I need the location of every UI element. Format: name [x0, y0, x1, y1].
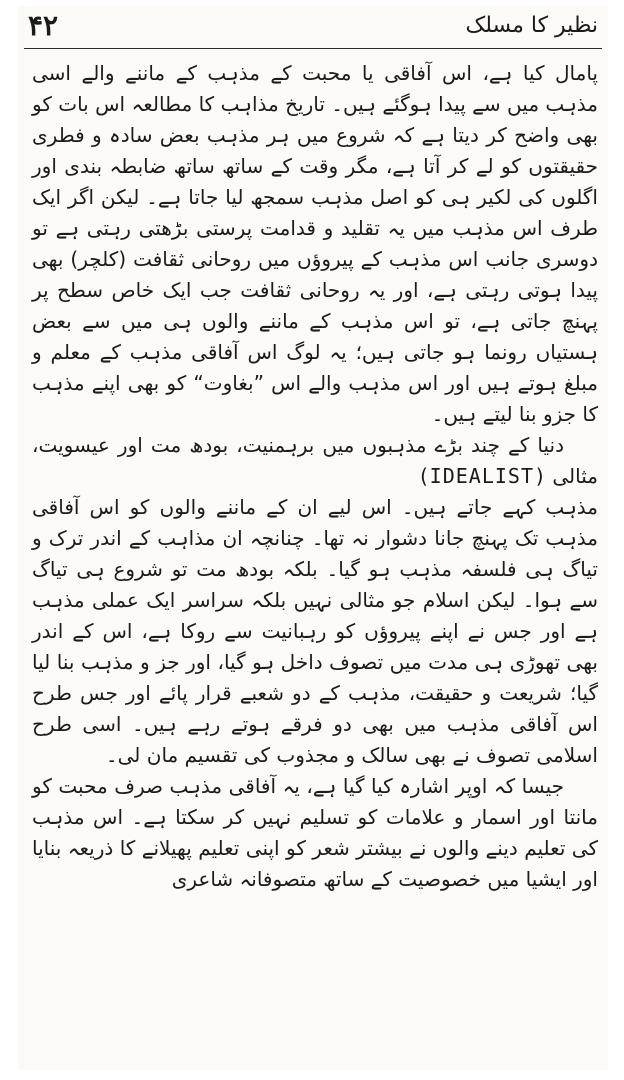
english-term: (IDEALIST) — [417, 464, 547, 488]
book-page — [18, 6, 608, 1070]
paragraph-1: پامال کیا ہے، اس آفاقی یا محبت کے مذہب کے ماننے والے اسی مذہب میں سے پیدا ہوگئے ہیں۔ تاریخ مذاہب کا مطالعہ اس بات کو بھی واضح کر دیتا ہے کہ شروع میں ہر مذہب بعض سادہ و فطری حقیقتوں کو لے کر آتا ہے، مگر وقت کے ساتھ ساتھ ضابطہ بندی اور اگلوں کی لکیر ہی کو اصل مذہب سمجھ لیا جاتا ہے۔ لیکن اگر ایک طرف اس مذہب میں یہ تقلید و قدامت پرستی بڑھتی رہتی ہے تو دوسری جانب اس مذہب کے پیروؤں میں روحانی ثقافت (کلچر) بھی پیدا ہوتی رہتی ہے، اور یہ روحانی ثقافت جب ایک خاص سطح پر پہنچ جاتی ہے، تو اس مذہب کے ماننے والوں ہی میں سے بعض ہستیاں رونما ہو جاتی ہیں؛ یہ لوگ اس آفاقی مذہب کے معلم و مبلغ ہوتے ہیں اور اس مذہب والے اس ”بغاوت“ کو بھی اپنے مذہب کا جزو بنا لیتے ہیں۔ — [32, 61, 598, 426]
paragraph-2 — [32, 430, 598, 492]
running-head — [18, 6, 608, 46]
header-rule — [24, 48, 602, 49]
paragraph-2-text: دنیا کے چند بڑے مذہبوں میں برہمنیت، بودھ مت اور عیسویت، مثالی — [32, 433, 598, 488]
paragraph-4: جیسا کہ اوپر اشارہ کیا گیا ہے، یہ آفاقی مذہب صرف محبت کو مانتا اور اسمار و علامات کو تسلیم نہیں کر سکتا ہے۔ اس مذہب کی تعلیم دینے والوں نے بیشتر شعر کو اپنی تعلیم پھیلانے کا ذریعہ بنایا اور ایشیا میں خصوصیت کے ساتھ متصوفانہ شاعری — [32, 774, 598, 891]
page-number: ۴۲ — [28, 9, 59, 42]
paragraph-3: مذہب کہے جاتے ہیں۔ اس لیے ان کے ماننے والوں کو اس آفاقی مذہب تک پہنچ جانا دشوار نہ تھا۔ چنانچہ ان مذاہب کے اندر ترک و تیاگ ہی فلسفہ مذہب ہو گیا۔ بلکہ بودھ مت تو شروع ہی تیاگ سے ہوا۔ لیکن اسلام جو مثالی نہیں بلکہ سراسر ایک عملی مذہب ہے اور جس نے اپنے پیروؤں کو رہبانیت سے روکا ہے، اس کے اندر بھی تھوڑی ہی مدت میں تصوف داخل ہو گیا، اور جز و مذہب بنا لیا گیا؛ شریعت و حقیقت، مذہب کے دو شعبے قرار پائے اور جس طرح اس آفاقی مذہب میں بھی دو فرقے ہوتے رہے ہیں۔ اسی طرح اسلامی تصوف نے بھی سالک و مجذوب کی تقسیم مان لی۔ — [32, 495, 598, 767]
body-text — [32, 58, 598, 1058]
book-title: نظیر کا مسلک — [465, 13, 598, 38]
